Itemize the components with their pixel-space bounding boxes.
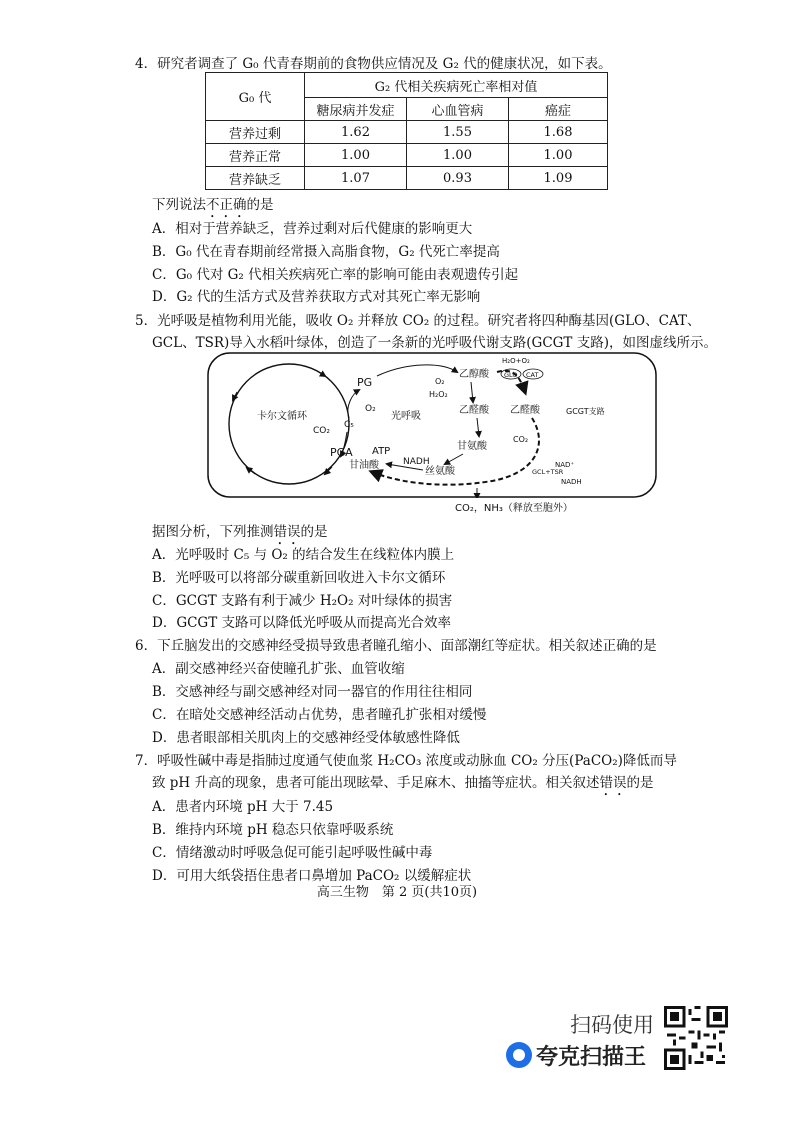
glyoxylate-label: 乙醛酸 — [459, 405, 489, 416]
calvin-arrow — [247, 468, 255, 474]
q7-stem-emphasis: 错误 — [599, 775, 627, 791]
q5-prompt-emphasis: 错误 — [273, 524, 301, 540]
glycolate-to-glyoxylate-arrow — [471, 382, 473, 402]
q4-prompt-pre: 下列说法 — [152, 197, 206, 213]
q4-cell: 1.68 — [509, 121, 608, 144]
q4-cell: 1.62 — [305, 121, 407, 144]
serine-label: 丝氨酸 — [425, 466, 455, 477]
q4-cell: 1.55 — [407, 121, 509, 144]
q4-stem: 4．研究者调查了 G₀ 代青春期前的食物供应情况及 G₂ 代的健康状况，如下表。 — [135, 56, 612, 72]
gcgt-return-arrow — [372, 418, 539, 485]
q4-col-header: 心血管病 — [407, 98, 509, 121]
nadh-label: NADH — [403, 457, 430, 467]
q4-row-label: 营养过剩 — [206, 121, 305, 144]
table-row — [206, 121, 608, 144]
q4-table-row-header: G₀ 代 — [206, 73, 305, 121]
nad-plus-label: NAD⁺ — [555, 461, 575, 469]
gcl-tsr-label: GCL+TSR — [532, 468, 564, 476]
q4-cell: 1.07 — [305, 167, 407, 190]
q7-option-b: B．维持内环境 pH 稳态只依靠呼吸系统 — [152, 822, 394, 838]
brand-label[interactable]: 夸克扫描王 — [536, 1045, 647, 1070]
pg-to-glycolate-arrow — [377, 365, 457, 376]
q7-stem-line1: 7．呼吸性碱中毒是指肺过度通气使血浆 H₂CO₃ 浓度或动脉血 CO₂ 分压(PaCO₂)降低而导 — [135, 753, 677, 769]
table-row — [206, 144, 608, 167]
qr-code-icon[interactable] — [664, 1006, 728, 1070]
atp-label: ATP — [372, 446, 391, 457]
h2o-o2-label: H₂O+O₂ — [502, 357, 530, 365]
q4-option-a: A．相对于营养缺乏，营养过剩对后代健康的影响更大 — [152, 221, 473, 237]
q5-stem-line2: GCL、TSR)导入水稻叶绿体，创造了一条新的光呼吸代谢支路(GCGT 支路)，如图虚线所示。 — [152, 335, 717, 351]
gcgt-pathway-diagram — [207, 352, 657, 498]
q6-option-b: B．交感神经与副交感神经对同一器官的作用往往相同 — [152, 684, 473, 700]
q5-stem-line1: 5．光呼吸是植物利用光能，吸收 O₂ 并释放 CO₂ 的过程。研究者将四种酶基因(GLO、CAT、 — [135, 313, 701, 329]
q4-table — [205, 72, 608, 190]
co2-label: CO₂ — [313, 426, 330, 436]
q4-option-b: B．G₀ 代在青春期前经常摄入高脂食物，G₂ 代死亡率提高 — [152, 244, 500, 260]
co2-label-2: CO₂ — [513, 435, 529, 444]
q4-col-header: 糖尿病并发症 — [305, 98, 407, 121]
calvin-label: 卡尔文循环 — [257, 411, 307, 422]
q4-row-label: 营养缺乏 — [206, 167, 305, 190]
quark-logo-icon — [506, 1042, 532, 1068]
glycolate-label: 乙醇酸 — [459, 369, 489, 380]
q4-row-label: 营养正常 — [206, 144, 305, 167]
q5-prompt-post: 的是 — [300, 524, 328, 540]
q4-option-c: C．G₀ 代对 G₂ 代相关疾病死亡率的影响可能由表观遗传引起 — [152, 267, 519, 283]
q4-cell: 1.09 — [509, 167, 608, 190]
q4-option-d: D．G₂ 代的生活方式及营养获取方式对其死亡率无影响 — [152, 289, 481, 305]
q4-prompt-emphasis: 不正确 — [206, 197, 247, 213]
q6-option-a: A．副交感神经兴奋使瞳孔扩张、血管收缩 — [152, 661, 405, 677]
q5-option-a: A．光呼吸时 C₅ 与 O₂ 的结合发生在线粒体内膜上 — [152, 547, 455, 563]
c5-to-pg-arrow — [348, 390, 359, 418]
h2o2-label: H₂O₂ — [429, 390, 448, 399]
q5-option-b: B．光呼吸可以将部分碳重新回收进入卡尔文循环 — [152, 570, 446, 586]
q7-stem-pre: 致 pH 升高的现象，患者可能出现眩晕、手足麻木、抽搐等症状。相关叙述 — [152, 775, 600, 791]
calvin-cycle-circle — [229, 364, 349, 484]
q6-option-d: D．患者眼部相关肌肉上的交感神经受体敏感性降低 — [152, 730, 460, 746]
c5-label: C₅ — [344, 420, 354, 430]
glo-label: GLO — [504, 371, 518, 379]
q7-option-a: A．患者内环境 pH 大于 7.45 — [152, 799, 334, 815]
q4-col-header: 癌症 — [509, 98, 608, 121]
release-label: CO₂，NH₃（释放至胞外） — [455, 503, 573, 514]
q5-option-c: C．GCGT 支路有利于减少 H₂O₂ 对叶绿体的损害 — [152, 593, 453, 609]
scan-to-use-label: 扫码使用 — [570, 1013, 654, 1037]
glycerate-label: 甘油酸 — [349, 460, 379, 471]
pga-label: PGA — [330, 446, 353, 459]
o2-label-2: O₂ — [435, 377, 445, 386]
pg-label: PG — [357, 376, 373, 389]
glycine-label: 甘氨酸 — [457, 441, 487, 452]
gcgt-label: GCGT支路 — [566, 407, 605, 416]
q4-prompt-post: 的是 — [246, 197, 274, 213]
nadh-label-2: NADH — [561, 478, 582, 486]
glyoxylate-label-2: 乙醛酸 — [510, 405, 540, 416]
q4-cell: 1.00 — [305, 144, 407, 167]
q4-cell: 0.93 — [407, 167, 509, 190]
page-footer: 高三生物 第 2 页(共10页) — [316, 885, 478, 900]
q7-stem-post: 的是 — [626, 775, 654, 791]
q7-option-d: D．可用大纸袋捂住患者口鼻增加 PaCO₂ 以缓解症状 — [152, 868, 472, 884]
q4-cell: 1.00 — [509, 144, 608, 167]
q4-table-group-header: G₂ 代相关疾病死亡率相对值 — [305, 73, 608, 98]
o2-label: O₂ — [365, 404, 376, 414]
photorespiration-label: 光呼吸 — [391, 411, 421, 422]
q5-prompt-pre: 据图分析，下列推测 — [152, 524, 274, 540]
cat-label: CAT — [526, 371, 539, 379]
table-row — [206, 167, 608, 190]
q6-option-c: C．在暗处交感神经活动占优势，患者瞳孔扩张相对缓慢 — [152, 707, 487, 723]
q5-option-d: D．GCGT 支路可以降低光呼吸从而提高光合效率 — [152, 615, 452, 631]
glycine-to-serine-arrow — [445, 454, 463, 464]
q4-cell: 1.00 — [407, 144, 509, 167]
q7-option-c: C．情绪激动时呼吸急促可能引起呼吸性碱中毒 — [152, 845, 433, 861]
glyoxylate-to-glycine-arrow — [477, 418, 479, 436]
q6-stem: 6．下丘脑发出的交感神经受损导致患者瞳孔缩小、面部潮红等症状。相关叙述正确的是 — [135, 638, 657, 654]
calvin-arrow — [317, 371, 325, 376]
